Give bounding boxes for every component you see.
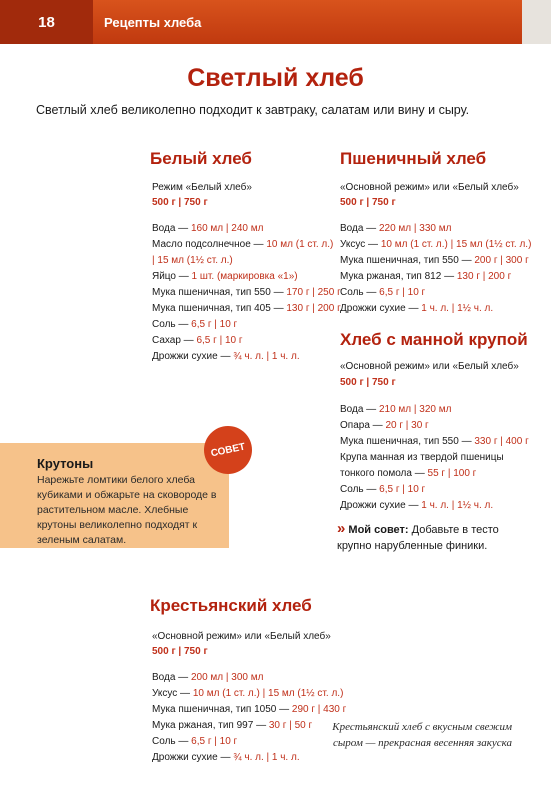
ingredient-row	[152, 221, 263, 237]
page-header	[0, 0, 551, 44]
ingredient-row	[152, 718, 312, 734]
ingredient-name: Соль —	[152, 736, 192, 747]
recipe-mode-wheat: «Основной режим» или «Белый хлеб»	[340, 182, 519, 193]
ingredient-row	[152, 686, 343, 702]
ingredient-row	[340, 466, 476, 482]
ingredient-name: Уксус —	[340, 239, 381, 250]
tip-text: Нарежьте ломтики белого хлеба кубиками и обжарьте на сковороде в растительном масле. Хлебные крутоны великолепно подходят к зеленым салатам.	[37, 474, 217, 546]
ingredient-row	[152, 670, 263, 686]
advice-line1: Добавьте в тесто	[408, 524, 499, 536]
ingredient-row	[340, 269, 511, 285]
ingredient-name: Яйцо —	[152, 271, 192, 282]
ingredient-row	[340, 253, 529, 269]
ingredient-name: Мука пшеничная, тип 550 —	[340, 255, 475, 266]
ingredient-amount: 130 г | 200 г	[456, 271, 512, 282]
ingredient-name: Дрожжи сухие —	[152, 752, 234, 763]
ingredient-row	[340, 237, 531, 253]
ingredient-amount: 1 ч. л. | 1½ ч. л.	[421, 500, 494, 511]
ingredient-amount: 210 мл | 320 мл	[378, 404, 452, 415]
ingredient-row	[340, 418, 429, 434]
ingredient-name: Вода —	[152, 223, 191, 234]
tip-title: Крутоны	[37, 456, 94, 471]
ingredient-name: Масло подсолнечное —	[152, 239, 267, 250]
ingredient-name: Крупа манная из твердой пшеницы	[340, 452, 504, 463]
ingredient-name: Мука пшеничная, тип 405 —	[152, 303, 287, 314]
recipe-title-white: Белый хлеб	[150, 149, 252, 168]
ingredient-row	[340, 450, 504, 466]
ingredient-amount: 290 г | 430 г	[291, 704, 347, 715]
ingredient-name: Уксус —	[152, 688, 193, 699]
ingredient-amount: 6,5 г | 10 г	[379, 484, 426, 495]
ingredient-row	[340, 402, 451, 418]
recipe-quantity-white: 500 г | 750 г	[152, 197, 208, 208]
ingredient-amount: 220 мл | 330 мл	[378, 223, 452, 234]
ingredient-amount: ¾ ч. л. | 1 ч. л.	[233, 752, 300, 763]
ingredient-amount: 55 г | 100 г	[427, 468, 477, 479]
ingredient-row	[340, 482, 425, 498]
ingredient-name: Мука пшеничная, тип 550 —	[152, 287, 287, 298]
ingredient-row	[152, 333, 243, 349]
ingredient-amount: 6,5 г | 10 г	[379, 287, 426, 298]
ingredient-name: Мука пшеничная, тип 1050 —	[152, 704, 292, 715]
intro-text: Светлый хлеб великолепно подходит к завтраку, салатам или вину и сыру.	[36, 103, 470, 117]
ingredient-amount: 330 г | 400 г	[474, 436, 529, 447]
ingredient-row	[152, 285, 341, 301]
ingredient-name: Вода —	[152, 672, 191, 683]
ingredient-amount: 200 г | 300 г	[474, 255, 529, 266]
ingredient-row	[152, 734, 237, 750]
ingredient-row	[340, 221, 451, 237]
ingredient-row	[340, 434, 529, 450]
ingredient-amount: 130 г | 200 г	[286, 303, 341, 314]
section-title: Рецепты хлеба	[104, 14, 202, 30]
ingredient-name: Вода —	[340, 223, 379, 234]
ingredient-name: Мука ржаная, тип 997 —	[152, 720, 269, 731]
ingredient-amount: 1 ч. л. | 1½ ч. л.	[421, 303, 494, 314]
recipe-quantity-peasant: 500 г | 750 г	[152, 646, 208, 657]
recipe-title-wheat: Пшеничный хлеб	[340, 149, 487, 168]
ingredient-amount: 10 мл (1 ст. л.)	[266, 239, 334, 250]
ingredient-row	[152, 237, 333, 253]
ingredient-amount: | 15 мл (1½ ст. л.)	[152, 255, 233, 266]
recipe-mode-semolina: «Основной режим» или «Белый хлеб»	[340, 361, 519, 372]
ingredient-name: Вода —	[340, 404, 379, 415]
recipe-title-peasant: Крестьянский хлеб	[150, 596, 312, 615]
ingredient-amount: 20 г | 30 г	[385, 420, 429, 431]
ingredient-name: Дрожжи сухие —	[340, 303, 422, 314]
ingredient-name: Дрожжи сухие —	[340, 500, 422, 511]
ingredient-amount: 200 мл | 300 мл	[190, 672, 264, 683]
ingredient-name: Соль —	[152, 319, 192, 330]
recipe-mode-white: Режим «Белый хлеб»	[152, 182, 252, 193]
recipe-quantity-wheat: 500 г | 750 г	[340, 197, 396, 208]
ingredient-name: Мука пшеничная, тип 550 —	[340, 436, 475, 447]
ingredient-amount: 170 г | 250 г	[286, 287, 341, 298]
ingredient-row	[340, 498, 493, 514]
ingredient-name: тонкого помола —	[340, 468, 428, 479]
ingredient-amount: 160 мл | 240 мл	[190, 223, 264, 234]
my-advice	[337, 521, 499, 554]
advice-label: Мой совет:	[348, 524, 409, 536]
double-chevron-icon: »	[337, 520, 346, 537]
ingredient-amount: 6,5 г | 10 г	[191, 736, 238, 747]
ingredient-name: Дрожжи сухие —	[152, 351, 234, 362]
photo-caption: Крестьянский хлеб с вкусным свежим сыром — прекрасная весенняя закуска	[332, 721, 512, 749]
page-title: Светлый хлеб	[187, 64, 364, 92]
ingredient-amount: 30 г | 50 г	[268, 720, 313, 731]
ingredient-name: Мука ржаная, тип 812 —	[340, 271, 457, 282]
ingredient-row	[152, 317, 237, 333]
ingredient-row	[152, 301, 341, 317]
recipe-quantity-semolina: 500 г | 750 г	[340, 377, 396, 388]
tip-badge: СОВЕТ	[200, 422, 257, 479]
page-number: 18	[0, 0, 93, 44]
ingredient-amount: 10 мл (1 ст. л.) | 15 мл (1½ ст. л.)	[192, 688, 344, 699]
ingredient-row	[340, 285, 425, 301]
ingredient-amount: ¾ ч. л. | 1 ч. л.	[233, 351, 300, 362]
ingredient-row	[152, 349, 300, 365]
ingredient-amount: 6,5 г | 10 г	[191, 319, 238, 330]
ingredient-name: Соль —	[340, 484, 380, 495]
ingredient-amount: 1 шт. (маркировка «1»)	[191, 271, 298, 282]
advice-line2: крупно нарубленные финики.	[337, 540, 488, 552]
ingredient-row	[152, 269, 298, 285]
header-edge	[522, 0, 551, 44]
ingredient-name: Опара —	[340, 420, 386, 431]
recipe-title-semolina: Хлеб с манной крупой	[340, 330, 528, 349]
ingredient-row	[152, 750, 300, 766]
ingredient-row	[152, 702, 346, 718]
ingredient-amount: 6,5 г | 10 г	[196, 335, 243, 346]
ingredient-name: Сахар —	[152, 335, 197, 346]
ingredient-amount: 10 мл (1 ст. л.) | 15 мл (1½ ст. л.)	[380, 239, 532, 250]
ingredient-name: Соль —	[340, 287, 380, 298]
ingredient-row	[340, 301, 493, 317]
recipe-mode-peasant: «Основной режим» или «Белый хлеб»	[152, 631, 331, 642]
ingredient-row	[152, 253, 233, 269]
